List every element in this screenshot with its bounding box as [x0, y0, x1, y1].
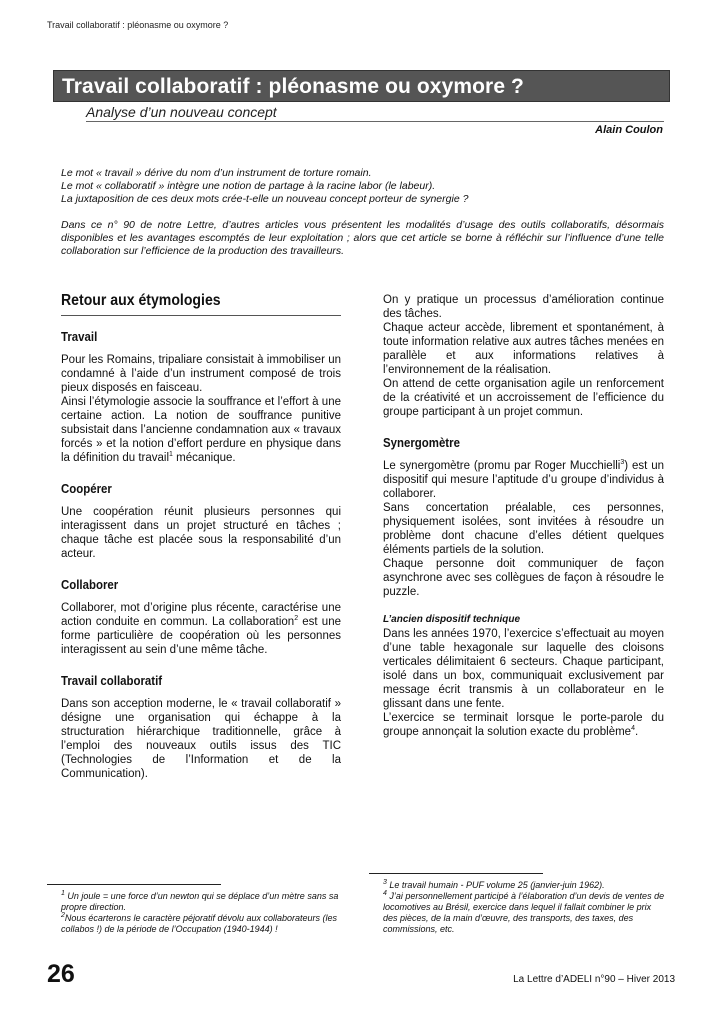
subtitle-divider — [86, 121, 664, 122]
intro-line: Le mot « travail » dérive du nom d’un instrument de torture romain. — [61, 167, 372, 179]
footnote: $^2$Nous écarterons le caractère péjoratif dévolu aux collaborateurs (les collabos !) de la période de l’Occupation (1940-1944) ! — [61, 912, 338, 934]
footnote: $^3$ Le travail humain - PUF volume 25 (janvier-juin 1962). — [383, 879, 605, 890]
footnotes-right — [383, 880, 668, 935]
footnote: $^1$ Un joule = une force d’un newton qui se déplace d’un mètre sans sa propre direction. — [61, 890, 339, 912]
footnote: $^4$ J’ai personnellement participé à l’élaboration d’un devis de ventes de locomotives au Brésil, exercice dans lequel il fallait combiner le prix des pièces, de la main d’œuvre, des transports, des taxes, des commissions, etc. — [383, 890, 665, 934]
intro-line: La juxtaposition de ces deux mots crée-t-elle un nouveau concept porteur de synergie ? — [61, 193, 469, 205]
paragraph: Chaque acteur accède, librement et spontanément, à toute information relative aux autres tâches menées en parallèle et aux informations relatives à l’environnement de la réalisation. — [383, 322, 664, 376]
article-title: Travail collaboratif : pléonasme ou oxymore ? — [62, 75, 524, 98]
right-column — [383, 293, 664, 739]
subheading-travail: Travail — [61, 329, 98, 344]
footnote-ref: 3 — [620, 459, 625, 467]
footnote-ref: 2 — [294, 615, 299, 623]
article-subtitle: Analyse d’un nouveau concept — [86, 104, 277, 120]
intro-block — [61, 167, 664, 258]
paragraph: Pour les Romains, tripaliare consistait à immobiliser un condamné à l’aide d’un instrument composé de trois pieux disposés en faisceau. — [61, 354, 341, 394]
paragraph: On y pratique un processus d’amélioration continue des tâches. — [383, 294, 664, 320]
paragraph: Chaque personne doit communiquer de façon asynchrone avec ses collègues de façon à résoudre le puzzle. — [383, 558, 664, 598]
intro-line: Le mot « collaboratif » intègre une notion de partage à la racine labor (le labeur). — [61, 180, 436, 192]
footnotes-left — [61, 891, 344, 935]
subheading-cooperer: Coopérer — [61, 481, 112, 496]
footnote-divider — [47, 884, 221, 885]
footnote-divider — [369, 873, 543, 874]
left-column — [61, 292, 341, 781]
section-title: Retour aux étymologies — [61, 292, 221, 309]
subheading-ancien-dispositif: L’ancien dispositif technique — [383, 614, 521, 625]
subheading-collaborer: Collaborer — [61, 577, 119, 592]
title-bar — [53, 70, 670, 102]
paragraph: Sans concertation préalable, ces personnes, physiquement isolées, sont invitées à résoudre un problème dont chacune d’elles détient quelques éléments partiels de la solution. — [383, 502, 664, 556]
page-number: 26 — [47, 960, 75, 988]
footnote-ref: 1 — [169, 451, 173, 459]
publication-footer: La Lettre d’ADELI n°90 – Hiver 2013 — [513, 974, 675, 985]
section-divider — [61, 315, 341, 316]
running-header: Travail collaboratif : pléonasme ou oxymore ? — [47, 20, 229, 30]
footnote-ref: 4 — [631, 725, 635, 733]
paragraph: Collaborer, mot d’origine plus récente, caractérise une action conduite en commun. La collaboration$^2$ est une forme particulière de coopération où les personnes interagissent au sein d’une même tâche. — [61, 602, 341, 656]
paragraph: Le synergomètre (promu par Roger Mucchielli$^3$) est un dispositif qui mesure l’aptitude d’u groupe d’individus à collaborer. — [383, 459, 664, 500]
subheading-synergometre: Synergomètre — [383, 435, 460, 450]
subheading-travail-collaboratif: Travail collaboratif — [61, 673, 163, 688]
paragraph: Une coopération réunit plusieurs personnes qui interagissent dans un projet structuré en tâches ; chaque tâche est placée sous la responsabilité d’un acteur. — [61, 506, 341, 560]
paragraph: L’exercice se terminait lorsque le porte-parole du groupe annonçait la solution exacte du problème$^4$. — [383, 712, 664, 738]
paragraph: Dans les années 1970, l’exercice s’effectuait au moyen d’une table hexagonale sur laquelle des cloisons verticales délimitaient 6 secteurs. Chaque participant, isolé dans un box, communiquait exclusivement par message écrit transmis à un collaborateur en le glissant dans une fente. — [383, 628, 664, 710]
paragraph: Dans son acception moderne, le « travail collaboratif » désigne une organisation qui échappe à la structuration hiérarchique traditionnelle, grâce à l’emploi des nouveaux outils issus des TIC (Technologies de l’Information et de la Communication). — [61, 698, 341, 780]
article-author: Alain Coulon — [595, 124, 663, 136]
intro-paragraph: Dans ce n° 90 de notre Lettre, d’autres articles vous présentent les modalités d’usage des outils collaboratifs, désormais disponibles et les avantages escomptés de leur exploitation ; alors que cet article se borne à réfléchir sur l’influence d’une telle collaboration sur l’efficience de la production des travailleurs. — [61, 219, 664, 257]
paragraph: Ainsi l’étymologie associe la souffrance et l’effort à une certaine action. La notion de souffrance punitive subsistait dans l’ancienne condamnation aux « travaux forcés » et la notion d’effort perdure en physique dans la définition du travail$^1$ mécanique. — [61, 396, 341, 464]
paragraph: On attend de cette organisation agile un renforcement de la créativité et un accroissement de l’efficience du groupe participant à un projet commun. — [383, 378, 664, 418]
